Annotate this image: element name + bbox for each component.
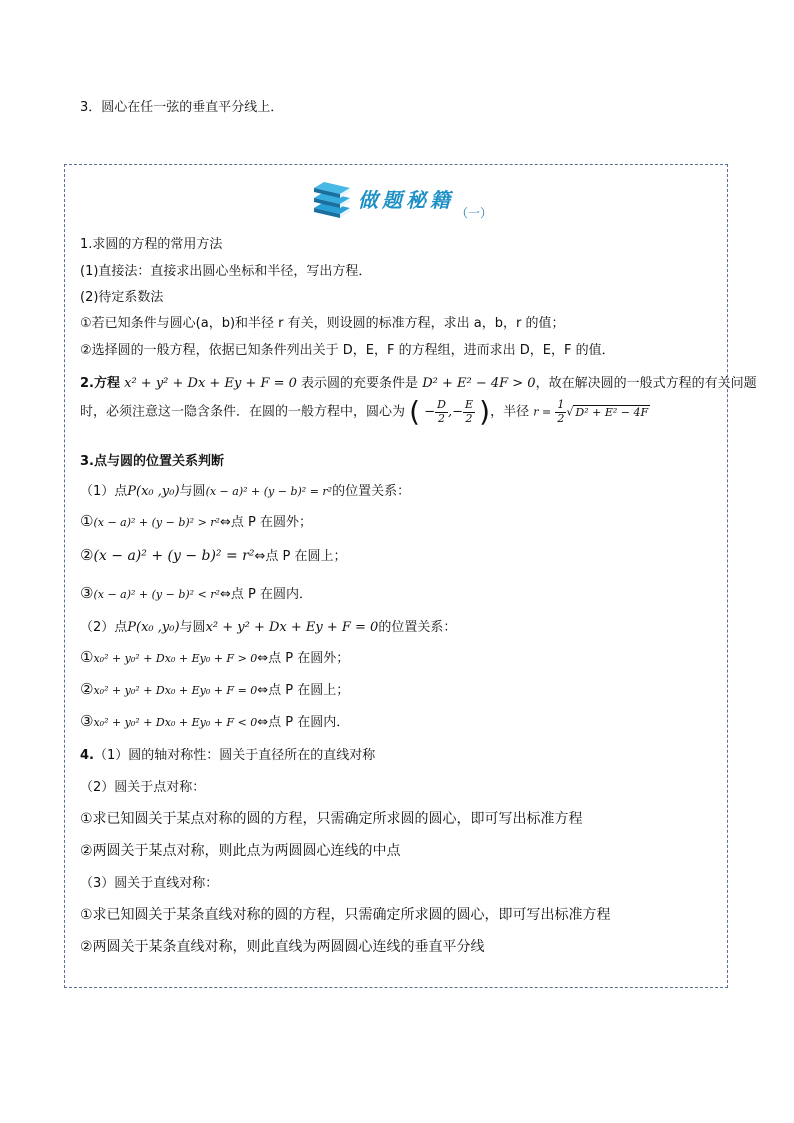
sec3-a3-text: ⇔点 P 在圆内． bbox=[219, 587, 312, 602]
sec3-b3-eq: x₀² + y₀² + Dx₀ + Ey₀ + F < 0 bbox=[93, 716, 258, 729]
sec4-t1-num: 4. bbox=[80, 748, 94, 763]
sec1-method2b: ②选择圆的一般方程，依据已知条件列出关于 D，E，F 的方程组，进而求出 D，E，F 的值． bbox=[80, 343, 615, 358]
sec3-b2 bbox=[80, 679, 349, 698]
tips-subtitle: （一） bbox=[456, 206, 493, 220]
sec3-s1-mid: 与圆 bbox=[179, 484, 206, 499]
sec2-p5: ，半径 bbox=[490, 404, 530, 420]
sec3-s2-label: （2）点 bbox=[80, 620, 128, 635]
sec2-rparen: ) bbox=[479, 395, 491, 428]
sec2-p1: 2.方程 bbox=[80, 376, 120, 391]
sec1-method2a: ①若已知条件与圆心(a，b)和半径 r 有关，则设圆的标准方程，求出 a，b，r 的值； bbox=[80, 316, 565, 331]
tips-box bbox=[64, 164, 728, 988]
sec4-t2a: ①求已知圆关于某点对称的圆的方程，只需确定所求圆的圆心，即可写出标准方程 bbox=[80, 811, 583, 827]
sec2-cy-den: 2 bbox=[465, 411, 473, 425]
sec4-t1-text: （1）圆的轴对称性：圆关于直径所在的直线对称 bbox=[93, 748, 376, 763]
sec3-s1-label: （1）点 bbox=[80, 484, 128, 499]
sec3-s1-end: 的位置关系： bbox=[332, 484, 411, 499]
sec3-b3 bbox=[80, 711, 349, 730]
sec3-s2-point: P(x₀ ,y₀) bbox=[127, 620, 180, 635]
sec3-a1-text: ⇔点 P 在圆外； bbox=[219, 515, 312, 530]
sec2-cx-num: D bbox=[437, 398, 446, 412]
sec3-s2-end: 的位置关系： bbox=[378, 620, 457, 635]
intro-line: 3．圆心在任一弦的垂直平分线上． bbox=[80, 100, 284, 115]
sec3-s2-mid: 与圆 bbox=[179, 620, 206, 635]
sec3-a1-eq: (x − a)² + (y − b)² > r² bbox=[93, 516, 220, 529]
sec2-cy-num: E bbox=[465, 398, 474, 412]
sec3-a1 bbox=[80, 511, 312, 530]
sec3-b3-mark: ③ bbox=[80, 712, 94, 730]
tips-title: 做题秘籍 bbox=[358, 188, 454, 212]
sec4-t3a: ①求已知圆关于某条直线对称的圆的方程，只需确定所求圆的圆心，即可写出标准方程 bbox=[80, 907, 611, 923]
sec3-a3-mark: ③ bbox=[80, 584, 94, 602]
sec1-method2: (2)待定系数法 bbox=[80, 290, 164, 305]
sec2-p3: ，故在解决圆的一般式方程的有关问题 bbox=[535, 376, 757, 391]
sec2-r-num: 1 bbox=[557, 398, 565, 412]
sec3-a3 bbox=[80, 583, 312, 602]
sec3-s1 bbox=[80, 480, 410, 499]
sec3-b1-text: ⇔点 P 在圆外； bbox=[257, 651, 350, 666]
sec4-t3: （3）圆关于直线对称： bbox=[80, 876, 219, 891]
sec2-r-den: 2 bbox=[557, 411, 565, 425]
sec2-line2: 时，必须注意这一隐含条件．在圆的一般方程中，圆心为 ( − $\frac{D}{2}$ ,− $\frac{E}{2}$ )，半径 r = $\frac{1}{2}$ √ D² + E² − 4F bbox=[80, 395, 649, 428]
sec4-t1 bbox=[80, 744, 375, 763]
sec2-cy-frac bbox=[463, 399, 475, 424]
sec2-cond: D² + E² − 4F > 0 bbox=[422, 376, 536, 391]
sec2-cx-frac bbox=[435, 399, 448, 424]
sec3-s2 bbox=[80, 616, 456, 635]
sec2-p4: 时，必须注意这一隐含条件．在圆的一般方程中，圆心为 bbox=[80, 404, 406, 420]
sec2-r-frac bbox=[555, 399, 566, 424]
tips-header bbox=[310, 178, 500, 222]
sec3-a3-eq: (x − a)² + (y − b)² < r² bbox=[93, 588, 220, 601]
sec2-eq: x² + y² + Dx + Ey + F = 0 bbox=[124, 376, 297, 391]
sec3-b1-mark: ① bbox=[80, 648, 94, 666]
sec2-cx-den: 2 bbox=[438, 411, 446, 425]
sec2-p2: 表示圆的充要条件是 bbox=[301, 376, 419, 391]
sec3-a1-mark: ① bbox=[80, 512, 94, 530]
sec3-title: 3.点与圆的位置关系判断 bbox=[80, 454, 224, 469]
sec3-b1-eq: x₀² + y₀² + Dx₀ + Ey₀ + F > 0 bbox=[93, 652, 258, 665]
sec3-b3-text: ⇔点 P 在圆内． bbox=[257, 715, 350, 730]
sec3-a2-eq: (x − a)² + (y − b)² = r² bbox=[93, 548, 255, 564]
sec2-line1 bbox=[80, 372, 757, 391]
sec2-r-lhs: r = bbox=[533, 405, 552, 419]
sec3-s2-eq: x² + y² + Dx + Ey + F = 0 bbox=[205, 620, 379, 635]
sec3-b2-eq: x₀² + y₀² + Dx₀ + Ey₀ + F = 0 bbox=[93, 684, 258, 697]
sec3-b2-text: ⇔点 P 在圆上； bbox=[257, 683, 350, 698]
sec3-b1 bbox=[80, 647, 349, 666]
sec3-s1-eq: (x − a)² + (y − b)² = r² bbox=[205, 485, 333, 498]
sec3-a2 bbox=[80, 545, 346, 564]
sec2-lparen: ( bbox=[409, 395, 421, 428]
sec3-b2-mark: ② bbox=[80, 680, 94, 698]
sec4-t2: （2）圆关于点对称： bbox=[80, 780, 206, 795]
sec1-title: 1.求圆的方程的常用方法 bbox=[80, 237, 223, 252]
sec3-s1-point: P(x₀ ,y₀) bbox=[127, 484, 180, 499]
sec4-t2b: ②两圆关于某点对称，则此点为两圆圆心连线的中点 bbox=[80, 843, 401, 859]
sec3-a2-text: ⇔点 P 在圆上； bbox=[254, 549, 347, 564]
sec2-r-rad: D² + E² − 4F bbox=[575, 405, 649, 419]
sec3-a2-mark: ② bbox=[80, 546, 94, 564]
book-stack-icon bbox=[310, 178, 354, 218]
sec1-method1: (1)直接法：直接求出圆心坐标和半径，写出方程． bbox=[80, 264, 372, 279]
sec4-t3b: ②两圆关于某条直线对称，则此直线为两圆圆心连线的垂直平分线 bbox=[80, 939, 485, 955]
